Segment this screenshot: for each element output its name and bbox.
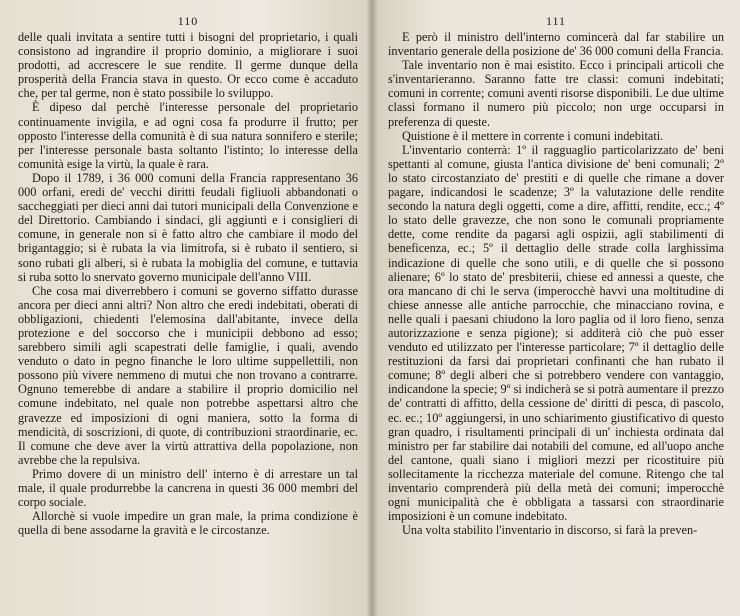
paragraph: Tale inventario non è mai esistito. Ecco i principali articoli che s'inventarieranno. Saranno fatte tre classi: comuni indebitati; comuni in corrente; comuni aventi risorse disponibili. Le due ultime classi formano il numero più piccolo; non urge occuparsi in preferenza di queste. — [388, 58, 724, 129]
paragraph: Una volta stabilito l'inventario in discorso, si farà la preven- — [402, 523, 698, 538]
paragraph: delle quali invitata a sentire tutti i bisogni del proprietario, i quali consistono ad ingrandire il proprio dominio, a migliorare i suoi prodotti, ad accrescere le sue rendite. Il germe dunque della prosperità della Francia stava in questo. Or ecco come è accaduto che, per tal germe, non è stato possibile lo sviluppo. — [18, 30, 358, 101]
paragraph: E però il ministro dell'interno comincerà dal far stabilire un inventario generale della posizione de' 36 000 comuni della Francia. — [388, 30, 724, 59]
paragraph: Dopo il 1789, i 36 000 comuni della Francia rappresentano 36 000 orfani, eredi de' vecchi diritti feudali figliuoli abbandonati o saccheggiati per dieci anni dai tutori municipali della Convenzione e del Direttorio. Cambiando i sindaci, gli aggiunti e i consiglieri di comune, in generale non si è fatto altro che cambiare il modo del brigantaggio; si è rubata la via limitrofa, si è rubato il sentiero, si sono rubati gli alberi, si è rubata la mobiglia del comune, e tuttavia si ruba sotto lo snervato governo municipale dell'anno VIII. — [18, 170, 358, 284]
paragraph: È dipeso dal perchè l'interesse personale del proprietario continuamente invigila, e ad ogni cosa fa produrre il frutto; per opposto l'interesse della comunità è di sua natura sonnifero e sterile; per l'interesse personale basta soltanto l'istinto; lo interesse della comunità esige la virtù, la quale è rara. — [18, 100, 358, 171]
paragraph: Primo dovere di un ministro dell' interno è di arrestare un tal male, il quale produrrebbe la cancrena in questi 36 000 membri del corpo sociale. — [18, 466, 358, 510]
paragraph: Quistione è il mettere in corrente i comuni indebitati. — [402, 128, 664, 143]
page-number-right: 111 — [545, 14, 567, 28]
page-number-left: 110 — [177, 14, 199, 28]
right-page — [372, 0, 740, 616]
paragraph: Che cosa mai diverrebbero i comuni se governo siffatto durasse ancora per dieci anni altri? Non altro che eredi indebitati, oberati di obbligazioni, chiedenti l'elemosina dall'abitante, invece della protezione e del soccorso che i municipii debbono ad esso; sarebbero simili agli scapestrati delle famiglie, i quali, avendo venduto o dato in pegno finanche le loro ultime suppellettili, non possono più vivere nemmeno di mutui che non trovano a contrarre. Ognuno temerebbe di andare a stabilire il proprio domicilio nel comune indebitato, nel quale non potrebbe aspettarsi altro che gravezze ed imposizioni di ogni maniera, sotto la forma di mendicità, di soscrizioni, di quote, di contribuzioni straordinarie, ec. Il comune che deve aver la virtù attrattiva della popolazione, non avrebbe che la repulsiva. — [18, 283, 358, 467]
right-page-text — [388, 30, 724, 537]
paragraph: L'inventario conterrà: 1º il ragguaglio particolarizzato de' beni spettanti al comune, giusta l'antica divisione de' beni comunali; 2º lo stato circostanziato de' prestiti e di quelle che rimane a dover pagare, indicandosi le scadenze; 3º la valutazione delle rendite secondo la natura degli oggetti, come a dire, affitti, rendite, ecc.; 4º lo stato delle gravezze, che non sono le comunali propriamente dette, come rendite da pagarsi agli ospizii, agli stabilimenti di beneficenza, ec.; 5º il dettaglio delle strade colla larghissima indicazione di quelle che sono utili, e di quelle che si possono alienare; 6º lo stato de' presbiterii, chiese ed annessi a queste, che ora mancano di chi le serva (imperocchè havvi una moltitudine di chiese annesse alle antiche parrocchie, che minacciano rovina, e nelle quali i paesani chiudono la loro paglia od il loro fieno, senza autorizzazione e senza pigione); si additerà ciò che può esser venduto ed utilizzato per l'interesse particolare; 7º il dettaglio delle restituzioni da farsi dai proprietari confinanti che han rubato il comune; 8º degli alberi che si potrebbero vendere con vantaggio, indicandone la specie; 9º si indicherà se si potrà aumentare il prezzo de' contratti di affitto, della cessione de' diritti di pesca, di pascolo, ec. ec.; 10º aggiungersi, in uno schiarimento giustificativo di questo gran quadro, i risultamenti principali di un' inchiesta ordinata dal ministro per far stabilire dai notabili del comune, ed all'uopo anche del cantone, quali siano i migliori mezzi per ricostituire più sollecitamente la ricchezza materiale del comune. Ritengo che tal inventario comprenderà più della metà dei comuni; imperocchè ogni municipalità che è obbligata a tassarsi con straordinarie imposizioni è un comune indebitato. — [388, 142, 724, 524]
paragraph: Allorchè si vuole impedire un gran male, la prima condizione è quella di bene assodarne la gravità e le circostanze. — [18, 509, 358, 538]
left-page-text — [18, 30, 358, 537]
book-gutter — [366, 0, 378, 616]
